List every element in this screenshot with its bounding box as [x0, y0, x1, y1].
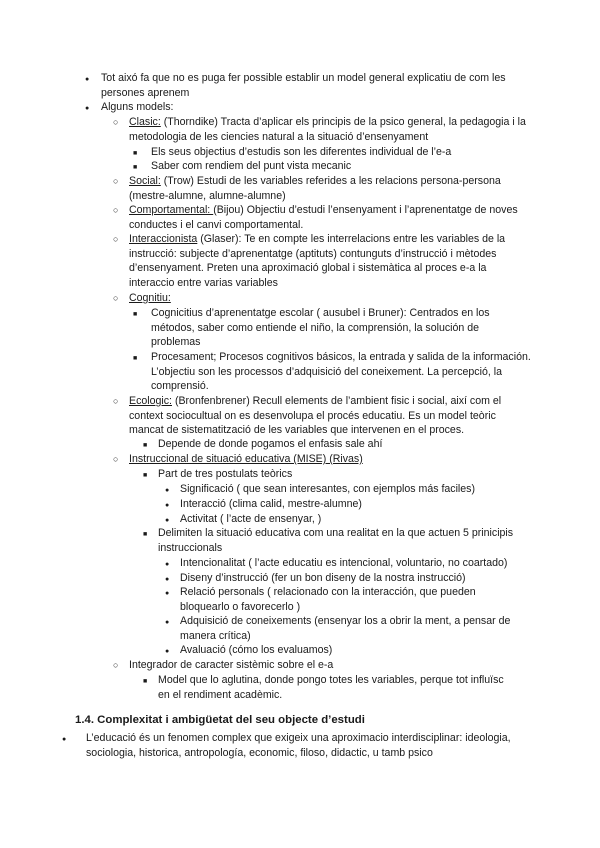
list-item	[180, 556, 540, 571]
model-term: Instruccional de situació educativa (MISE) (Rivas)	[129, 453, 363, 465]
list-item	[86, 731, 526, 760]
bullet-disc-icon	[85, 71, 89, 88]
item-text: Tot aixó fa que no es puga fer possible establir un model general explicatiu de com les persones aprenem	[101, 72, 506, 99]
list-item	[151, 350, 531, 394]
list-item	[180, 571, 540, 586]
item-text: (Thorndike) Tracta d’aplicar els principis de la psico general, la pedagogia i la metodologia de les ciencies natural a la situació d’ensenyament	[129, 116, 526, 143]
model-term: Interaccionista	[129, 233, 198, 245]
bullet-disc-icon	[85, 100, 89, 117]
item-text: Cognicitius d’aprenentatge escolar ( ausubel i Bruner): Centrados en los métodos, saber como entiende el niño, la comprensión, la solución de problemas	[151, 307, 490, 348]
bullet-circle-icon	[113, 203, 118, 218]
list-item	[151, 306, 531, 350]
bullet-circle-icon	[113, 452, 118, 467]
item-text: Relació personals ( relacionado con la interacción, que pueden bloquearlo o favorecerlo )	[180, 586, 476, 613]
list-item-social	[129, 174, 529, 203]
list-item	[158, 526, 528, 555]
item-text: Model que lo aglutina, donde pongo totes les variables, perque tot influïsc en el rendiment acadèmic.	[158, 674, 504, 701]
item-text: Interacció (clima calid, mestre-alumne)	[180, 498, 362, 510]
item-text: (Bronfenbrener) Recull elements de l’ambient fisic i social, així com el context sociocultual on es desenvolupa el procés educatiu. Es un model teòric mancat de sistematització de les variables que intervenen en el proces.	[129, 395, 502, 436]
list-item	[180, 643, 540, 658]
item-text: Alguns models:	[101, 101, 174, 113]
bullet-circle-icon	[113, 658, 118, 673]
model-term: Social:	[129, 175, 161, 187]
item-text: Activitat ( l’acte de ensenyar, )	[180, 513, 322, 525]
bullet-square-icon	[143, 467, 147, 484]
item-text: Diseny d’instrucció (fer un bon diseny de la nostra instrucció)	[180, 572, 466, 584]
bullet-disc-icon	[165, 614, 169, 631]
list-item	[158, 673, 518, 702]
list-item	[180, 614, 520, 643]
bullet-square-icon	[133, 350, 137, 367]
list-item	[158, 437, 528, 452]
bullet-circle-icon	[113, 115, 118, 130]
item-text: Delimiten la situació educativa com una realitat en la que actuen 5 prinicipis instruccionals	[158, 527, 514, 554]
list-item	[101, 71, 531, 100]
item-text: (Trow) Estudi de les variables referides a les relacions persona-persona (mestre-alumne, alumne-alumne)	[129, 175, 501, 202]
item-text: (Bijou) Objectiu d’estudi l’ensenyament i l’aprenentatge de noves conductes i el canvi comportamental.	[129, 204, 518, 231]
item-text: Els seus objectius d’estudis son les diferentes individual de l’e-a	[151, 146, 452, 158]
item-text: Integrador de caracter sistèmic sobre el e-a	[129, 659, 334, 671]
bullet-circle-icon	[113, 232, 118, 247]
model-term: Cognitiu:	[129, 292, 171, 304]
list-item-integrador	[129, 658, 529, 673]
item-text: Significació ( que sean interesantes, con ejemplos más faciles)	[180, 483, 476, 495]
list-item	[180, 585, 520, 614]
bullet-disc-icon	[165, 585, 169, 602]
item-text: Procesament; Procesos cognitivos básicos, la entrada y salida de la información. L’objectiu son les processos d’adquisició del coneixement. La percepció, la comprensió.	[151, 351, 531, 392]
list-item-ecologic	[129, 394, 529, 438]
list-item-cognitiu	[129, 291, 529, 306]
bullet-square-icon	[133, 306, 137, 323]
list-item	[151, 159, 541, 174]
bullet-square-icon	[143, 526, 147, 543]
list-item	[151, 145, 541, 160]
item-text: Avaluació (cómo los evaluamos)	[180, 644, 333, 656]
list-item-comportamental	[129, 203, 529, 232]
list-item	[101, 100, 531, 115]
bullet-circle-icon	[113, 394, 118, 409]
item-text: Adquisició de coneixements (ensenyar los a obrir la ment, a pensar de manera crítica)	[180, 615, 511, 642]
list-item-mise	[129, 452, 529, 467]
model-term: Comportamental:	[129, 204, 214, 216]
item-text: Depende de donde pogamos el enfasis sale ahí	[158, 438, 383, 450]
list-item	[180, 497, 540, 512]
bullet-disc-icon	[62, 731, 66, 748]
list-item-interaccionista	[129, 232, 529, 290]
item-text: L’educació és un fenomen complex que exigeix una aproximacio interdisciplinar: ideologia, sociologia, historica, antropología, economic, filoso, didactic, u tamb psico	[86, 732, 511, 759]
list-item	[180, 482, 540, 497]
model-term: Clasic:	[129, 116, 161, 128]
section-heading: 1.4. Complexitat i ambigüetat del seu objecte d’estudi	[75, 714, 365, 726]
list-item-clasic	[129, 115, 529, 144]
model-term: Ecologic:	[129, 395, 172, 407]
bullet-square-icon	[143, 673, 147, 690]
item-text: Part de tres postulats teòrics	[158, 468, 293, 480]
item-text: Saber com rendiem del punt vista mecanic	[151, 160, 352, 172]
bullet-circle-icon	[113, 291, 118, 306]
item-text: Intencionalitat ( l’acte educatiu es intencional, voluntario, no coartado)	[180, 557, 508, 569]
bullet-circle-icon	[113, 174, 118, 189]
item-text: (Glaser): Te en compte les interrelacions entre les variables de la instrucció: subjecte d’aprenentatge (aptituts) contunguts d’instrucció i mètodes d’ensenyament. Preten una aproximació global i sistemàtica al proces e-a la interaccio entre varias variables	[129, 233, 506, 289]
list-item	[158, 467, 528, 482]
list-item	[180, 512, 540, 527]
